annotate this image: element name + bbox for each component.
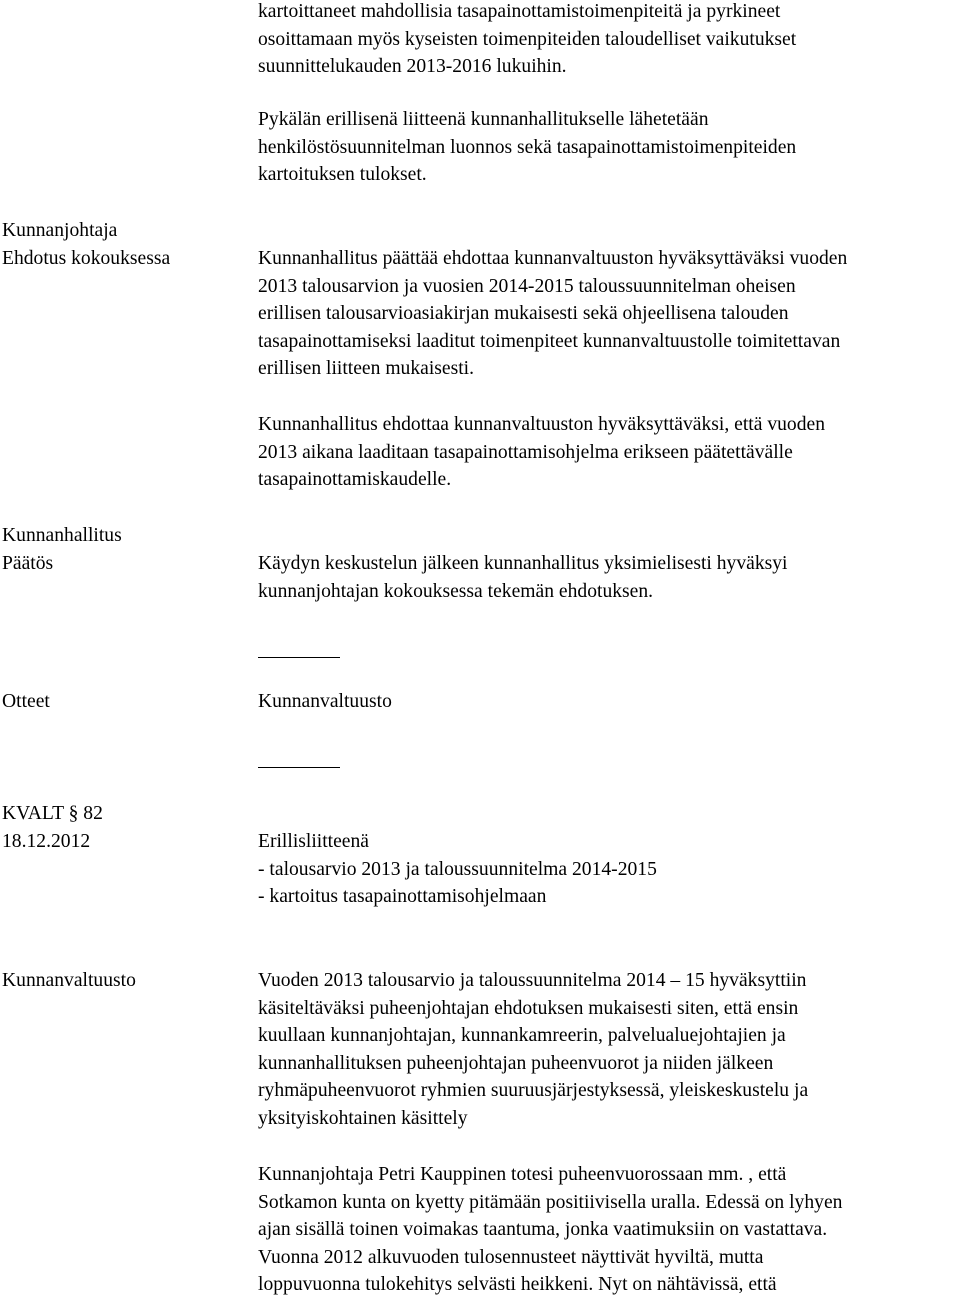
text-line: kunnanhallituksen puheenjohtajan puheenvuorot ja niiden jälkeen (258, 1052, 774, 1074)
text-line: Kunnanhallitus ehdottaa kunnanvaltuuston hyväksyttäväksi, että vuoden (258, 414, 826, 435)
text-line: kuullaan kunnanjohtajan, kunnankamreerin, palvelualuejohtajien ja (258, 1025, 786, 1047)
proposal-author-label: Kunnanjohtaja (2, 220, 118, 241)
text-line: Vuonna 2012 alkuvuoden tulosennusteet näyttivät hyviltä, mutta (258, 1246, 764, 1268)
proposal-label (2, 217, 170, 272)
text-line: henkilöstösuunnitelman luonnos sekä tasapainottamistoimenpiteiden (258, 136, 797, 158)
decision-label (2, 522, 122, 577)
extracts-recipient: Kunnanvaltuusto (258, 691, 392, 712)
extracts-label: Otteet (2, 691, 50, 712)
text-line: tasapainottamiseksi laaditut toimenpiteet kunnanvaltuustolle toimitettavan (258, 330, 841, 352)
council-label: Kunnanvaltuusto (2, 970, 136, 991)
council-paragraph-1 (258, 967, 958, 1133)
separator-rule (258, 767, 340, 768)
text-line: 2013 talousarvion ja vuosien 2014-2015 taloussuunnitelman oheisen (258, 275, 796, 297)
text-line: ryhmäpuheenvuorot ryhmien suuruusjärjestyksessä, yleiskeskustelu ja (258, 1080, 809, 1102)
separator-rule (258, 657, 340, 658)
text-line: yksityiskohtainen käsittely (258, 1107, 468, 1129)
text-line: kartoittaneet mahdollisia tasapainottamistoimenpiteitä ja pyrkineet (258, 1, 781, 22)
text-line: Sotkamon kunta on kyetty pitämään positiivisella uralla. Edessä on lyhyen (258, 1191, 843, 1213)
proposal-paragraph-2 (258, 411, 958, 494)
text-line: kunnanjohtajan kokouksessa tekemän ehdotuksen. (258, 580, 654, 602)
attachment-item: - talousarvio 2013 ja taloussuunnitelma 2014-2015 (258, 858, 657, 880)
text-line: käsiteltäväksi puheenjohtajan ehdotuksen mukaisesti siten, että ensin (258, 997, 799, 1019)
text-line: 2013 aikana laaditaan tasapainottamisohjelma erikseen päätettävälle (258, 441, 793, 463)
attachments-title: Erillisliitteenä (258, 831, 369, 852)
text-line: Vuoden 2013 talousarvio ja taloussuunnitelma 2014 – 15 hyväksyttiin (258, 970, 807, 991)
text-line: Käydyn keskustelun jälkeen kunnanhallitus yksimielisesti hyväksyi (258, 553, 788, 574)
council-section-header (2, 800, 103, 855)
intro-paragraph-1 (258, 0, 958, 81)
text-line: Kunnanhallitus päättää ehdottaa kunnanvaltuuston hyväksyttäväksi vuoden (258, 248, 848, 269)
text-line: suunnittelukauden 2013-2016 lukuihin. (258, 56, 567, 78)
text-line: tasapainottamiskaudelle. (258, 469, 452, 491)
proposal-paragraph-1 (258, 245, 958, 383)
text-line: osoittamaan myös kyseisten toimenpiteiden taloudelliset vaikutukset (258, 28, 797, 50)
text-line: erillisen talousarvioasiakirjan mukaisesti sekä ohjeellisena talouden (258, 303, 789, 325)
proposal-type-label: Ehdotus kokouksessa (2, 247, 171, 269)
text-line: Kunnanjohtaja Petri Kauppinen totesi puheenvuorossaan mm. , että (258, 1164, 787, 1185)
text-line: ajan sisällä toinen voimakas taantuma, jonka vaatimuksiin on vastattava. (258, 1219, 828, 1241)
text-line: Pykälän erillisenä liitteenä kunnanhallitukselle lähetetään (258, 109, 709, 130)
section-number: KVALT § 82 (2, 803, 103, 824)
text-line: loppuvuonna tulokehitys selvästi heikkeni. Nyt on nähtävissä, että (258, 1274, 777, 1296)
decision-type-label: Päätös (2, 552, 54, 574)
text-line: erillisen liitteen mukaisesti. (258, 358, 475, 380)
decision-body-label: Kunnanhallitus (2, 525, 122, 546)
attachment-item: - kartoitus tasapainottamisohjelmaan (258, 886, 547, 908)
meeting-date: 18.12.2012 (2, 830, 91, 852)
decision-text (258, 550, 958, 605)
council-paragraph-2 (258, 1161, 958, 1299)
attachments-list (258, 828, 958, 911)
text-line: kartoituksen tulokset. (258, 164, 427, 186)
intro-paragraph-2 (258, 106, 958, 189)
